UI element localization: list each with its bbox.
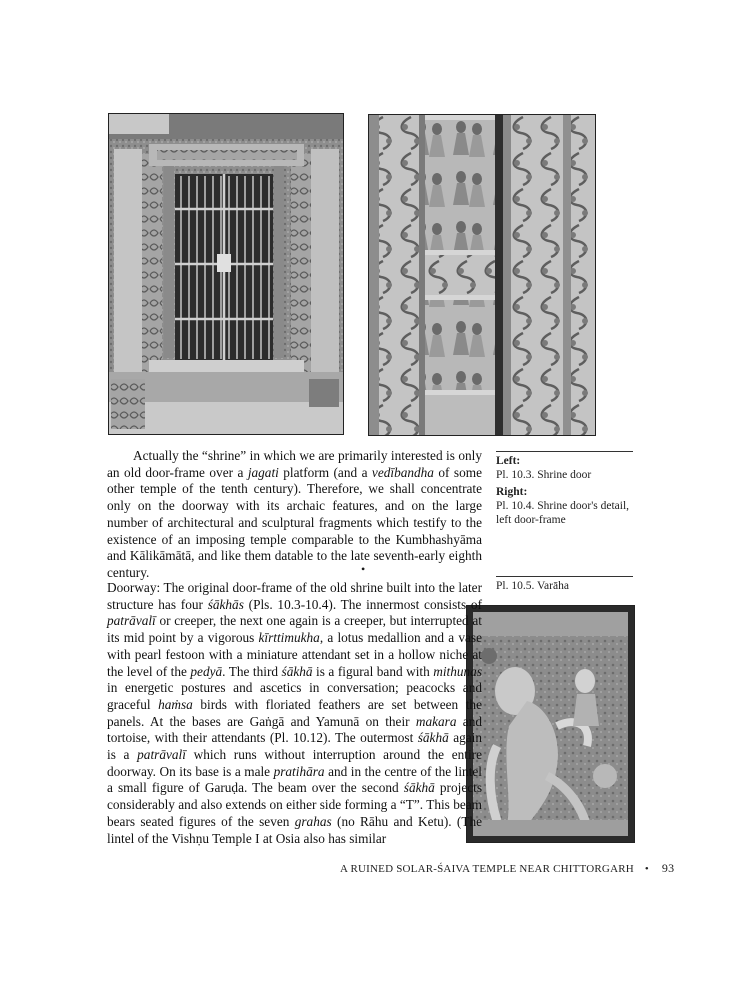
paragraph-doorway: [107, 580, 482, 847]
para2-text: and tortoise, with their attendants (Pl. 10.12). The outermost: [107, 713, 482, 746]
para2-text: Doorway: The original door-frame of the old shrine built into the later structure has four: [107, 580, 482, 612]
para2-term: kīrttimukha: [258, 630, 320, 646]
para2-term: patrāvalī: [137, 747, 186, 763]
caption-left-text: Pl. 10.3. Shrine door: [496, 469, 592, 481]
caption-left-head: Left:: [496, 455, 521, 467]
running-footer: [340, 861, 675, 876]
para2-term: mithunas: [433, 663, 483, 679]
caption-right-plate: [496, 485, 636, 527]
para2-text: . The third: [222, 663, 282, 679]
para2-term: makara: [415, 713, 457, 729]
caption-right-head: Right:: [496, 486, 528, 498]
para1-text: of some other temple of the tenth century). Therefore, we shall concentrate only on the doorway with its archaic features, and on the large number of architectural and sculptural fragments which testify to the existence of an imposing temple comparable to the Kumbhashyāma and Kālikāmātā, and like them datable to the late seventh-early eighth century.: [107, 464, 482, 580]
para2-term: grahas: [294, 813, 332, 829]
para2-text: which runs without interruption around the entire doorway. On its base is a male: [107, 747, 482, 779]
para2-text: or creeper, the next one again is a creeper, but interrupted at its mid point by a vigorous: [107, 613, 482, 646]
para1-text: platform (and a: [278, 464, 372, 480]
plate-door-detail-photo: [368, 114, 596, 436]
door-detail-image: [369, 115, 595, 435]
plate-shrine-door-photo: [108, 113, 344, 435]
para2-term: śākhā: [281, 663, 313, 679]
para2-term: patrāvalī: [107, 613, 156, 629]
caption-rule-varaha: [496, 576, 633, 577]
caption-rule-top: [496, 451, 633, 452]
para1-term: jagati: [247, 464, 279, 480]
para2-text: and in the centre of the lintel a small figure of Garuḍa. The beam over the second: [107, 763, 483, 796]
paragraph-shrine-intro: [107, 448, 482, 582]
para2-text: projects considerably and also extends on either side forming a “T”. This beam bears seated figures of the seven: [107, 780, 482, 829]
para2-term: śākhā: [417, 730, 449, 746]
para2-term: haṁsa: [158, 696, 193, 712]
plate-varaha-photo: [466, 605, 635, 843]
caption-left-plate: [496, 454, 636, 482]
para1-term: vedībandha: [371, 464, 434, 480]
para1-text: Actually the “shrine” in which we are primarily interested is only an old door-frame over a: [107, 448, 482, 480]
para2-term: śākhās: [207, 596, 244, 612]
caption-right-text: Pl. 10.4. Shrine door's detail, left door-frame: [496, 500, 630, 526]
para2-text: (no Rāhu and Ketu). (The lintel of the Vishṇu Temple I at Osia also has similar: [107, 813, 482, 846]
para2-text: (Pls. 10.3-10.4). The innermost consists of: [243, 596, 482, 612]
para2-text: , a lotus medallion and a vase with pearl festoon with a miniature attendant set in a hollow niche at the level of the: [107, 630, 482, 679]
page-number: 93: [661, 861, 675, 875]
para2-text: in energetic postures and ascetics in conversation; peacocks and graceful: [107, 680, 482, 712]
footer-bullet: •: [644, 863, 649, 875]
para2-term: śākhā: [403, 780, 435, 796]
caption-varaha-plate: Pl. 10.5. Varāha: [496, 580, 569, 592]
para2-text: is a figural band with: [312, 663, 434, 679]
varaha-image: [467, 606, 634, 842]
shrine-door-image: [109, 114, 343, 434]
running-title: A RUINED SOLAR-ŚAIVA TEMPLE NEAR CHITTORGARH: [340, 863, 634, 875]
para2-term: pratihāra: [273, 763, 325, 779]
para2-text: birds with floriated feathers are set between the panels. At the bases are Gaṅgā and Yamunā on their: [107, 696, 482, 729]
para2-text: again is a: [107, 730, 482, 763]
para2-term: pedyā: [190, 663, 223, 679]
section-divider: •: [361, 562, 366, 576]
